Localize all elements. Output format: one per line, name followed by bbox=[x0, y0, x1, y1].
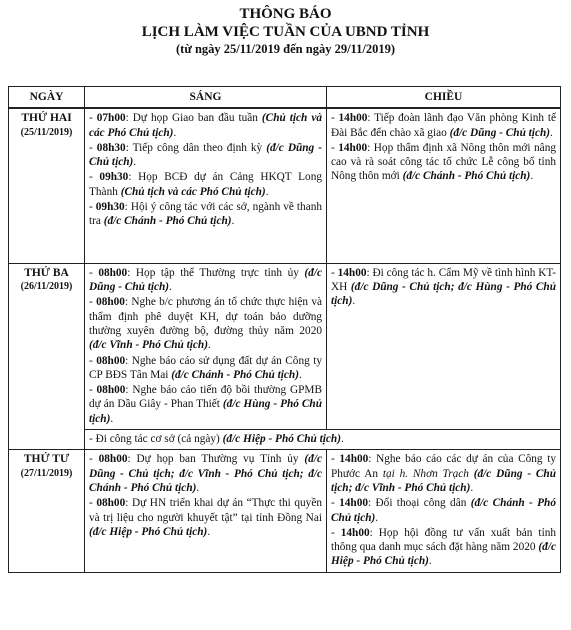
schedule-table bbox=[8, 86, 561, 573]
notice-title: THÔNG BÁO bbox=[239, 6, 332, 22]
list-item: - 14h00: Đối thoại công dân (đ/c Chánh - Phó Chủ tịch). bbox=[331, 497, 556, 524]
morning-cell bbox=[85, 108, 327, 263]
schedule-date-range: (từ ngày 25/11/2019 đến ngày 29/11/2019) bbox=[176, 42, 395, 56]
header-row bbox=[9, 87, 561, 109]
day-date: (25/11/2019) bbox=[20, 126, 73, 138]
afternoon-cell bbox=[327, 450, 561, 572]
day-date: (26/11/2019) bbox=[20, 281, 73, 293]
list-item: - 14h00: Họp thẩm định xã Nông thôn mới nâng cao và rà soát công tác tổ chức Lễ công bố tỉnh Nông thôn mới (đ/c Chánh - Phó Chủ tịch). bbox=[331, 141, 556, 183]
header-morning: SÁNG bbox=[85, 87, 327, 109]
list-item: - 07h00: Dự họp Giao ban đầu tuần (Chủ tịch và các Phó Chủ tịch). bbox=[89, 112, 322, 139]
day-cell bbox=[9, 450, 85, 572]
list-item: - 09h30: Hội ý công tác với các sở, ngành về thanh tra (đ/c Chánh - Phó Chủ tịch). bbox=[89, 201, 322, 228]
table-row bbox=[9, 263, 561, 429]
day-cell bbox=[9, 263, 85, 450]
list-item: - 08h30: Tiếp công dân theo định kỳ (đ/c Dũng - Chủ tịch). bbox=[89, 141, 322, 169]
list-item: - 08h00: Họp tập thể Thường trực tỉnh ủy (đ/c Dũng - Chủ tịch). bbox=[89, 266, 322, 294]
day-cell bbox=[9, 108, 85, 263]
list-item: - 09h30: Họp BCĐ dự án Cảng HKQT Long Thành (Chủ tịch và các Phó Chủ tịch). bbox=[89, 171, 322, 198]
header-day: NGÀY bbox=[9, 87, 85, 109]
schedule-title: LỊCH LÀM VIỆC TUẦN CỦA UBND TỈNH bbox=[141, 24, 430, 40]
day-name: THỨ TƯ bbox=[23, 453, 70, 466]
list-item: - 08h00: Nghe báo cáo tiến độ bồi thường GPMB dự án Dầu Giây - Phan Thiết (đ/c Hùng - Phó Chủ tịch). bbox=[89, 384, 322, 425]
fullday-cell bbox=[85, 430, 561, 450]
list-item: - 14h00: Đi công tác h. Cẩm Mỹ về tình hình KT-XH (đ/c Dũng - Chủ tịch; đ/c Hùng - Phó Chủ tịch). bbox=[331, 266, 556, 308]
table-row bbox=[9, 430, 561, 450]
day-name: THỨ BA bbox=[24, 266, 69, 279]
list-item: - 14h00: Tiếp đoàn lãnh đạo Văn phòng Kinh tế Đài Bắc đến chào xã giao (đ/c Dũng - Chủ tịch). bbox=[331, 112, 556, 139]
list-item: - 14h00: Nghe báo cáo các dự án của Công ty Phước An tại h. Nhơn Trạch (đ/c Dũng - Chủ tịch; đ/c Vĩnh - Phó Chủ tịch). bbox=[331, 453, 557, 494]
morning-cell bbox=[85, 263, 327, 429]
day-date: (27/11/2019) bbox=[20, 467, 73, 479]
day-name: THỨ HAI bbox=[21, 112, 72, 125]
list-item: - Đi công tác cơ sở (cả ngày) (đ/c Hiệp - Phó Chủ tịch). bbox=[89, 433, 344, 446]
list-item: - 14h00: Họp hội đồng tư vấn xuất bản tỉnh thông qua danh mục sách đặt hàng năm 2020 (đ/c Hiệp - Phó Chủ tịch). bbox=[331, 526, 557, 568]
list-item: - 08h00: Dự họp ban Thường vụ Tỉnh ủy (đ/c Dũng - Chủ tịch; đ/c Vĩnh - Phó Chủ tịch; đ/c Chánh - Phó Chủ tịch). bbox=[89, 453, 322, 494]
table-row bbox=[9, 108, 561, 263]
list-item: - 08h00: Nghe báo cáo sử dụng đất dự án Công ty CP BĐS Tân Mai (đ/c Chánh - Phó Chủ tịch). bbox=[89, 354, 322, 381]
morning-cell bbox=[85, 450, 327, 572]
table-row bbox=[9, 450, 561, 572]
header-afternoon: CHIỀU bbox=[327, 87, 561, 109]
afternoon-cell bbox=[327, 263, 561, 429]
list-item: - 08h00: Nghe b/c phương án tổ chức thực hiện và thẩm định phê duyệt KH, dự toán bảo dưỡng thường xuyên đường bộ, đường thủy năm 2020 (đ/c Vĩnh - Phó Chủ tịch). bbox=[89, 296, 322, 352]
afternoon-cell bbox=[327, 108, 561, 263]
list-item: - 08h00: Dự HN triển khai dự án “Thực thi quyền và trị liệu cho người khuyết tật” tại tỉnh Đồng Nai (đ/c Hiệp - Phó Chủ tịch). bbox=[89, 497, 322, 538]
